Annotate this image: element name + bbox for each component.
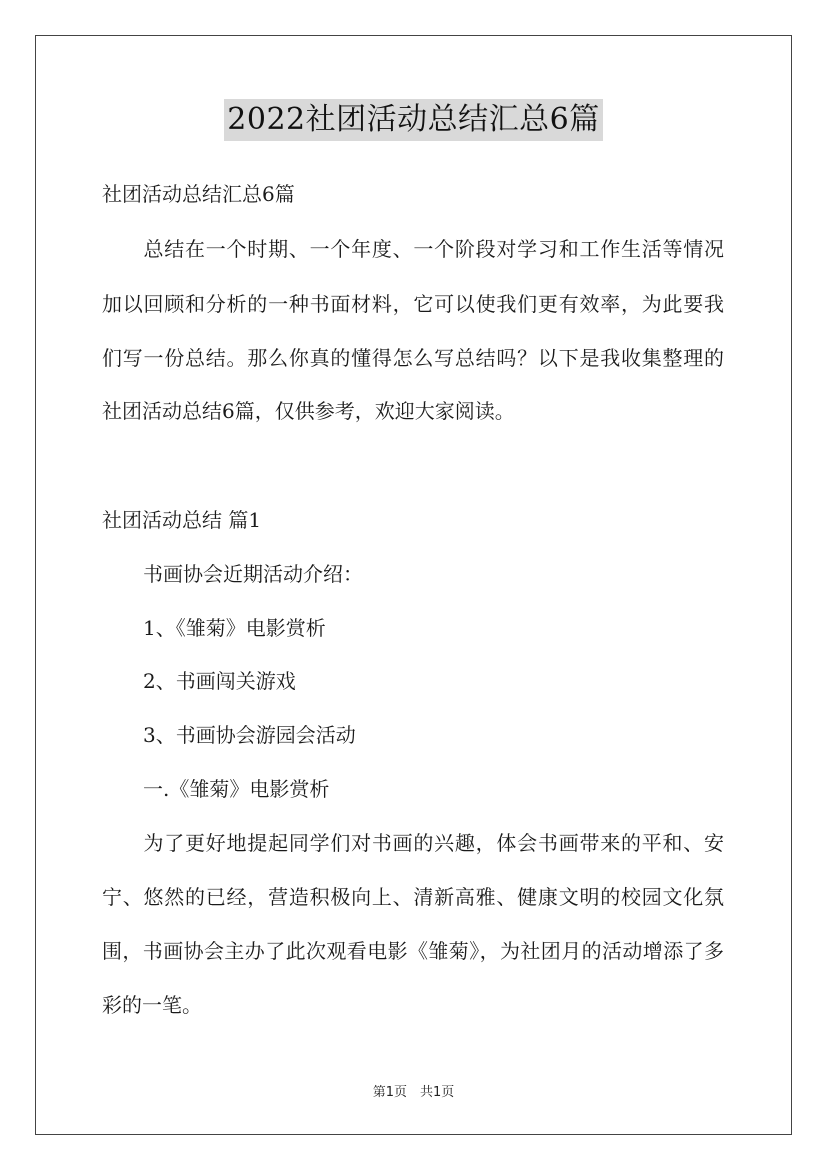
body-line: 彩的一笔。 [102,993,202,1017]
intro-line: 社团活动总结6篇，仅供参考，欢迎大家阅读。 [102,399,515,423]
activity-item: 2、书画闯关游戏 [143,669,296,693]
body-line: 为了更好地提起同学们对书画的兴趣，体会书画带来的平和、安 [102,831,724,855]
section-heading: 社团活动总结 篇1 [102,508,262,532]
subsection-heading: 一.《雏菊》电影赏析 [143,777,330,801]
activity-intro: 书画协会近期活动介绍： [143,562,363,586]
activity-item: 1、《雏菊》电影赏析 [143,616,326,640]
body-line: 宁、悠然的已经，营造积极向上、清新高雅、健康文明的校园文化氛 [102,885,724,909]
page-footer: 第1页 共1页 [372,1085,455,1100]
activity-item: 3、书画协会游园会活动 [143,723,356,747]
intro-line: 加以回顾和分析的一种书面材料，它可以使我们更有效率，为此要我 [102,292,724,316]
document-title: 2022社团活动总结汇总6篇 [224,99,602,141]
intro-line: 总结在一个时期、一个年度、一个阶段对学习和工作生活等情况 [102,237,724,261]
document-subtitle: 社团活动总结汇总6篇 [102,182,295,206]
title-container [0,99,827,141]
body-line: 围，书画协会主办了此次观看电影《雏菊》，为社团月的活动增添了多 [102,939,724,963]
intro-line: 们写一份总结。那么你真的懂得怎么写总结吗？以下是我收集整理的 [102,346,724,370]
